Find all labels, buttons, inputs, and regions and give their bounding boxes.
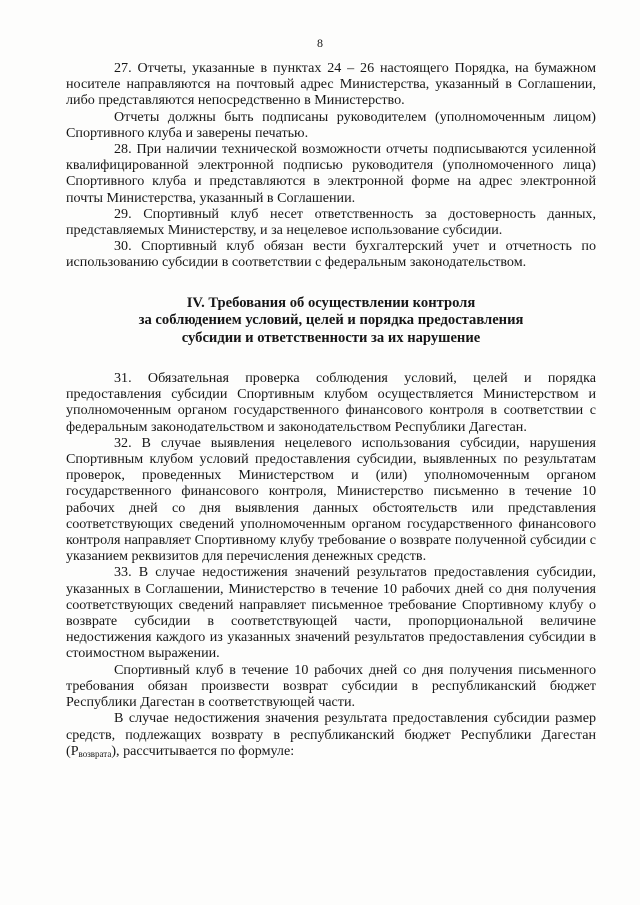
paragraph-27: 27. Отчеты, указанные в пунктах 24 – 26 настоящего Порядка, на бумажном носителе направляются на почтовый адрес Министерства, указанный в Соглашении, либо представляются непосредственно в Министерство. — [66, 60, 596, 109]
paragraph-30: 30. Спортивный клуб обязан вести бухгалтерский учет и отчетность по использованию субсидии в соответствии с федеральным законодательством. — [66, 238, 596, 271]
formula-intro-tail: ), рассчитывается по формуле: — [111, 742, 295, 759]
document-body — [66, 60, 596, 762]
paragraph-29: 29. Спортивный клуб несет ответственность за достоверность данных, представляемых Министерству, и за нецелевое использование субсидии. — [66, 205, 596, 239]
paragraph-31: 31. Обязательная проверка соблюдения условий, целей и порядка предоставления субсидии Спортивным клубом осуществляется Министерством и уполномоченным органом государственного финансового контроля в соответствии с федеральным законодательством и законодательством Республики Дагестан. — [66, 370, 596, 435]
paragraph-33: 33. В случае недостижения значений результатов предоставления субсидии, указанных в Соглашении, Министерство в течение 10 рабочих дней со дня получения соответствующих сведений направляет письменное требование Спортивному клубу о возврате субсидии в соответствующей части, пропорциональной величине недостижения каждого из указанных значений результатов предоставления субсидии в стоимостном выражении. — [66, 564, 596, 662]
section-heading-line-3: субсидии и ответственности за их нарушение — [181, 330, 481, 347]
paragraph-33-return: Спортивный клуб в течение 10 рабочих дней со дня получения письменного требования обязан произвести возврат субсидии в республиканский бюджет Республики Дагестан в соответствующей части. — [66, 661, 596, 711]
section-heading-line-2: за соблюдением условий, целей и порядка предоставления — [138, 312, 524, 329]
section-heading — [66, 295, 596, 348]
paragraph-27-signature: Отчеты должны быть подписаны руководителем (уполномоченным лицом) Спортивного клуба и заверены печатью. — [66, 108, 596, 141]
section-heading-line-1: IV. Требования об осуществлении контроля — [186, 294, 476, 311]
formula-subscript: возврата — [78, 748, 112, 759]
paragraph-32: 32. В случае выявления нецелевого использования субсидии, нарушения Спортивным клубом условий предоставления субсидии, выявленных по результатам проверок, проведенных Министерством и (или) уполномоченным органом государственного финансового контроля, Министерство письменно в течение 10 рабочих дней со дня выявления данных обстоятельств или представления соответствующих сведений уполномоченным органом государственного финансового контроля направляет Спортивному клубу требование о возврате полученной субсидии с указанием реквизитов для перечисления денежных средств. — [66, 434, 596, 565]
formula-intro-text: В случае недостижения значения результата предоставления субсидии размер средств, подлежащих возврату в республиканский бюджет Республики Дагестан (Р — [66, 710, 596, 759]
paragraph-28: 28. При наличии технической возможности отчеты подписываются усиленной квалифицированной электронной подписью руководителя (уполномоченного лица) Спортивного клуба и представляются в электронной форме на адрес электронной почты Министерства, указанный в Соглашении. — [66, 141, 596, 206]
paragraph-formula-intro — [66, 710, 596, 762]
page-number: 8 — [317, 36, 323, 50]
